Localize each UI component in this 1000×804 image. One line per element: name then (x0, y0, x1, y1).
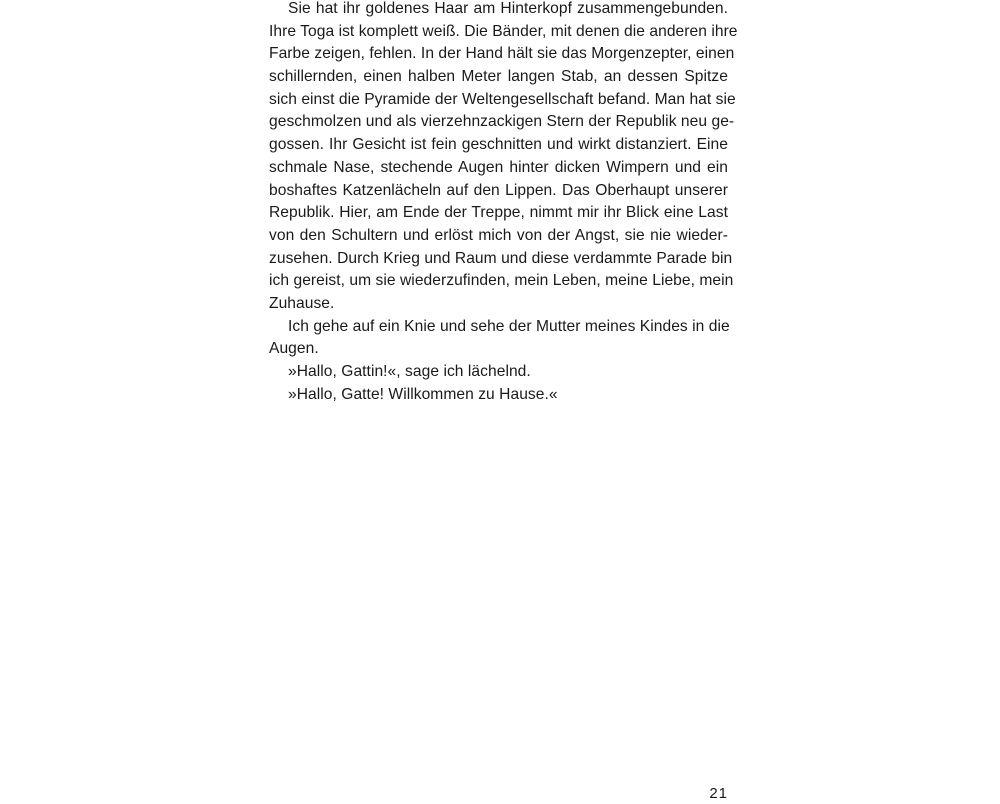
text-line: Zuhause. (269, 294, 335, 312)
text-line: sich einst die Pyramide der Weltengesellschaft befand. Man hat sie (269, 90, 736, 108)
text-line: zusehen. Durch Krieg und Raum und diese verdammte Parade bin (269, 249, 733, 267)
text-line: Sie hat ihr goldenes Haar am Hinterkopf zusammengebunden. (288, 0, 728, 17)
text-line: Farbe zeigen, fehlen. In der Hand hält sie das Morgenzepter, einen (269, 45, 735, 63)
text-line: Republik. Hier, am Ende der Treppe, nimmt mir ihr Blick eine Last (269, 204, 728, 222)
text-line: Augen. (269, 340, 319, 358)
text-line: boshaftes Katzenlächeln auf den Lippen. Das Oberhaupt unserer (269, 181, 728, 199)
text-line: schmale Nase, stechende Augen hinter dicken Wimpern und ein (269, 158, 728, 176)
text-line: schillernden, einen halben Meter langen Stab, an dessen Spitze (269, 68, 728, 86)
text-line: »Hallo, Gatte! Willkommen zu Hause.« (288, 385, 558, 403)
body-text (269, 0, 738, 406)
text-line: »Hallo, Gattin!«, sage ich lächelnd. (288, 363, 531, 380)
page-number: 21 (709, 785, 728, 802)
text-line: geschmolzen und als vierzehnzackigen Stern der Republik neu ge- (269, 113, 735, 131)
text-line: von den Schultern und erlöst mich von der Angst, sie nie wieder- (269, 226, 728, 244)
text-line: gossen. Ihr Gesicht ist fein geschnitten und wirkt distanziert. Eine (269, 136, 728, 154)
text-line: Ihre Toga ist komplett weiß. Die Bänder, mit denen die anderen ihre (269, 22, 738, 40)
text-line: ich gereist, um sie wiederzufinden, mein Leben, meine Liebe, mein (269, 272, 734, 290)
text-line: Ich gehe auf ein Knie und sehe der Mutter meines Kindes in die (288, 317, 730, 335)
